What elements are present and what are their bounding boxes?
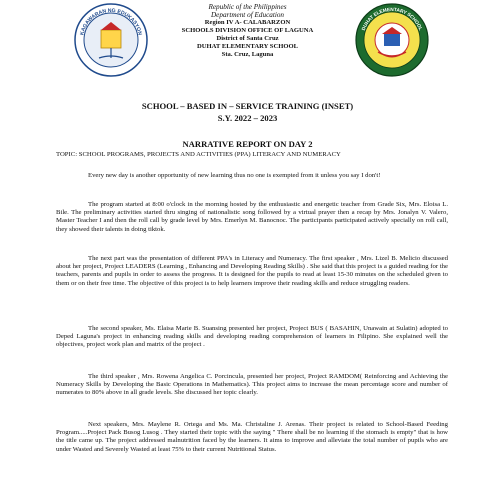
header-region: Region IV A- CALABARZON: [204, 19, 291, 26]
paragraph-first-speaker: [56, 255, 448, 288]
left-seal-text: KAGAWARAN NG EDUKASYON: [79, 7, 143, 36]
paragraph-text: Next speakers, Mrs. Maylene R. Ortega and Ms. Ma. Christaline J. Arenas. Their project is related to School-Based Feeding Program.....Project Pack Busog Lusog . They started their topic with the saying " There shall be no learning if the stomach is empty" that is how the title came up. The project addressed malnutrition faced by the learners. It aims to improve and alleviate the total number of pupils who are under Wasted and Severely Wasted at least 75% to their current Nutritional Status.: [56, 421, 448, 453]
header-department: Department of Education: [210, 11, 285, 19]
topic-line: TOPIC: SCHOOL PROGRAMS, PROJECTS AND ACTIVITIES (PPA) LITERACY AND NUMERACY: [56, 151, 341, 158]
document-header: [0, 3, 495, 59]
paragraph-text: The third speaker , Mrs. Rowena Angelica C. Porcincula, presented her project, Project RAMDOM( Reinforcing and Achieving the Numeracy Skills by Developing the Basic Operations in Mathematics). This project aims to increase the mean percentage score and number of numerates to 80% above in all grade levels. She discussed her topic clearly.: [56, 373, 448, 397]
header-school: DUHAT ELEMENTARY SCHOOL: [196, 43, 298, 50]
paragraph-program-start: [56, 201, 448, 234]
paragraph-text: The next part was the presentation of different PPA's in Literacy and Numeracy. The first speaker , Mrs. Lizel B. Melicio discussed about her project, Project LEADERS (Learning , Enhancing and Developing Reading Skills) . She said that this project is a guided reading for the teachers, parents and pupils in order to assess the progress. It is designed for the pupils to read at least 15-30 minutes on the scheduled given to them or on their free time. The objective of this project is to help learners improve their reading skills and reduce struggling readers.: [56, 255, 448, 287]
paragraph-third-speaker: [56, 373, 448, 398]
paragraph-next-speakers: [56, 421, 448, 454]
report-title: NARRATIVE REPORT ON DAY 2: [182, 139, 313, 149]
paragraph-intro: [56, 172, 448, 180]
school-year: S.Y. 2022 – 2023: [217, 113, 278, 123]
paragraph-text: Every new day is another opportunity of new learning thus no one is exempted from it unless you say I don't!: [88, 172, 381, 179]
document-title: SCHOOL – BASED IN – SERVICE TRAINING (INSET): [141, 101, 354, 111]
right-seal-text: DUHAT ELEMENTARY SCHOOL: [361, 7, 423, 32]
paragraph-text: The second speaker, Ms. Elaisa Marie B. Suansing presented her project, Project BUS ( BASAHIN, Unawain at Sulatin) adopted to Deped Laguna's project in enhancing reading skills and developing reading comprehension of learners in Filipino. She explained well the objectives, project work plan and matrix of the project .: [56, 325, 448, 349]
header-location: Sta. Cruz, Laguna: [221, 51, 274, 58]
header-district: District of Santa Cruz: [216, 35, 279, 42]
header-republic: Republic of the Philippines: [208, 3, 287, 11]
header-division: SCHOOLS DIVISION OFFICE OF LAGUNA: [181, 27, 314, 34]
paragraph-text: The program started at 8:00 o'clock in the morning hosted by the enthusiastic and energetic teacher from Grade Six, Mrs. Eloisa L. Bile. The preliminary activities started thru singing of nationalistic song followed by a virtual prayer then a recap by Mrs. Jonalyn V. Valero, Master Teacher I and then the roll call by grade level by Mrs. Emerlyn M. Banocnoc. The participants participated actively specially on roll call, they showed their talents in doing tiktok.: [56, 201, 448, 233]
paragraph-second-speaker: [56, 325, 448, 350]
